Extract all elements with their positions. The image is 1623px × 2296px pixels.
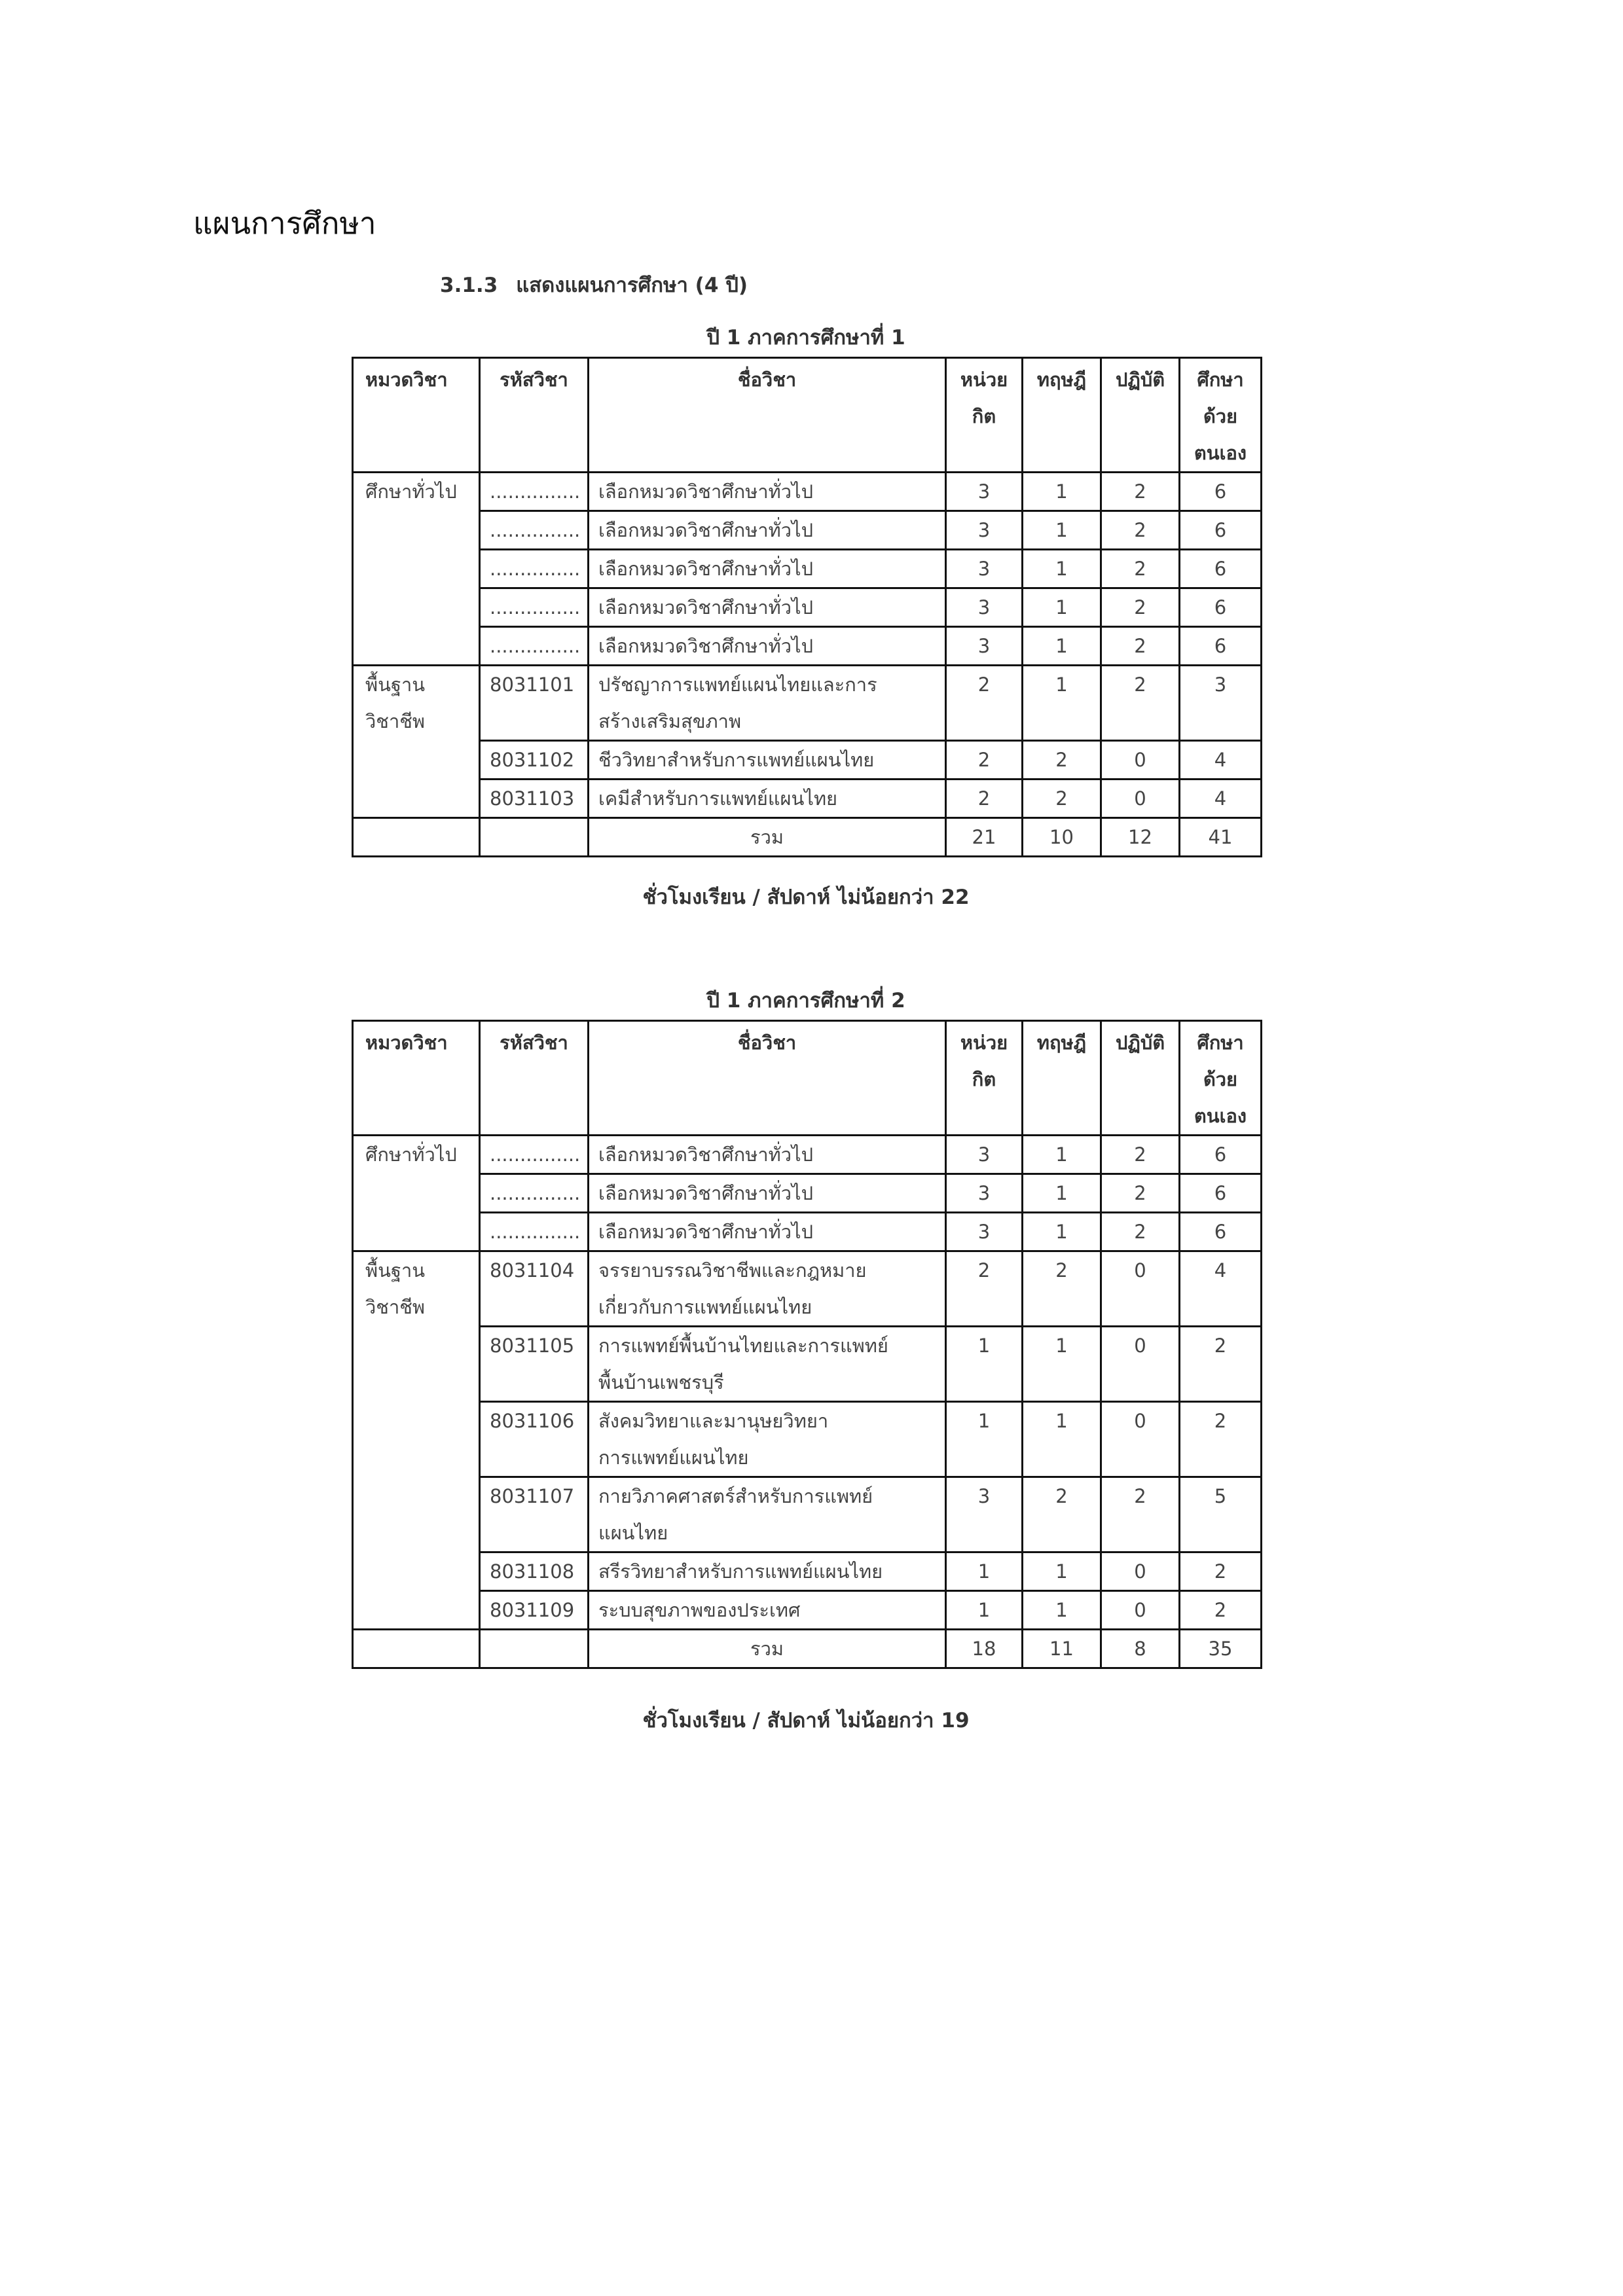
course-name-line: เลือกหมวดวิชาศึกษาทั่วไป bbox=[598, 1143, 814, 1166]
table-row bbox=[353, 1477, 1262, 1552]
course-code: ............... bbox=[480, 550, 589, 588]
hours-note: ชั่วโมงเรียน / สัปดาห์ ไม่น้อยกว่า 19 bbox=[642, 1709, 970, 1732]
course-name bbox=[589, 511, 946, 550]
semester-title: ปี 1 ภาคการศึกษาที่ 1 bbox=[706, 326, 905, 350]
header-practice: ปฏิบัติ bbox=[1101, 1021, 1180, 1136]
self-study-value: 3 bbox=[1180, 666, 1262, 741]
total-self-study: 35 bbox=[1180, 1630, 1262, 1668]
header-line: หน่วย bbox=[960, 1031, 1008, 1054]
total-label: รวม bbox=[589, 818, 946, 857]
course-name bbox=[589, 1552, 946, 1591]
practice-value: 2 bbox=[1101, 473, 1180, 511]
credits-value: 3 bbox=[946, 1174, 1023, 1213]
page-heading: แผนการศึกษา bbox=[193, 206, 376, 241]
course-code: ............... bbox=[480, 588, 589, 627]
header-theory: ทฤษฎี bbox=[1023, 1021, 1101, 1136]
practice-value: 2 bbox=[1101, 627, 1180, 666]
course-name-line: เคมีสำหรับการแพทย์แผนไทย bbox=[598, 787, 838, 810]
total-empty-cell bbox=[353, 818, 480, 857]
course-code: 8031109 bbox=[480, 1591, 589, 1630]
course-name bbox=[589, 666, 946, 741]
course-code: 8031105 bbox=[480, 1327, 589, 1402]
header-line: กิต bbox=[972, 405, 996, 427]
course-name-line: เลือกหมวดวิชาศึกษาทั่วไป bbox=[598, 635, 814, 657]
self-study-value: 6 bbox=[1180, 1174, 1262, 1213]
course-name bbox=[589, 780, 946, 818]
header-self-study bbox=[1180, 1021, 1262, 1136]
credits-value: 3 bbox=[946, 627, 1023, 666]
course-name-line: เลือกหมวดวิชาศึกษาทั่วไป bbox=[598, 519, 814, 541]
course-name-line: เลือกหมวดวิชาศึกษาทั่วไป bbox=[598, 1221, 814, 1243]
self-study-value: 6 bbox=[1180, 473, 1262, 511]
header-self-study bbox=[1180, 358, 1262, 473]
theory-value: 1 bbox=[1023, 1591, 1101, 1630]
table-row bbox=[353, 666, 1262, 741]
header-credits bbox=[946, 358, 1023, 473]
header-category: หมวดวิชา bbox=[353, 358, 480, 473]
course-code: ............... bbox=[480, 627, 589, 666]
course-name-line: สรีรวิทยาสำหรับการแพทย์แผนไทย bbox=[598, 1560, 883, 1583]
credits-value: 2 bbox=[946, 741, 1023, 780]
self-study-value: 2 bbox=[1180, 1327, 1262, 1402]
credits-value: 3 bbox=[946, 1213, 1023, 1251]
credits-value: 1 bbox=[946, 1327, 1023, 1402]
section-title bbox=[440, 268, 748, 301]
practice-value: 2 bbox=[1101, 588, 1180, 627]
self-study-value: 6 bbox=[1180, 550, 1262, 588]
total-theory: 10 bbox=[1023, 818, 1101, 857]
total-row bbox=[353, 818, 1262, 857]
total-label: รวม bbox=[589, 1630, 946, 1668]
header-line: ศึกษา bbox=[1197, 1031, 1244, 1054]
header-name: ชื่อวิชา bbox=[589, 1021, 946, 1136]
credits-value: 3 bbox=[946, 588, 1023, 627]
total-empty-cell bbox=[480, 818, 589, 857]
practice-value: 0 bbox=[1101, 1552, 1180, 1591]
theory-value: 1 bbox=[1023, 1174, 1101, 1213]
table-row bbox=[353, 1136, 1262, 1174]
credits-value: 2 bbox=[946, 1251, 1023, 1327]
course-name-line: พื้นบ้านเพชรบุรี bbox=[598, 1371, 724, 1393]
theory-value: 1 bbox=[1023, 666, 1101, 741]
course-name bbox=[589, 1213, 946, 1251]
course-name-line: การแพทย์พื้นบ้านไทยและการแพทย์ bbox=[598, 1335, 888, 1357]
course-code: 8031104 bbox=[480, 1251, 589, 1327]
credits-value: 3 bbox=[946, 1136, 1023, 1174]
course-name bbox=[589, 1136, 946, 1174]
course-code: 8031101 bbox=[480, 666, 589, 741]
practice-value: 0 bbox=[1101, 741, 1180, 780]
total-empty-cell bbox=[480, 1630, 589, 1668]
header-line: ด้วย bbox=[1203, 1068, 1238, 1090]
self-study-value: 6 bbox=[1180, 627, 1262, 666]
course-name-line: การแพทย์แผนไทย bbox=[598, 1446, 749, 1469]
course-name-line: แผนไทย bbox=[598, 1522, 668, 1544]
theory-value: 1 bbox=[1023, 588, 1101, 627]
course-code: ............... bbox=[480, 1213, 589, 1251]
header-line: กิต bbox=[972, 1068, 996, 1090]
total-practice: 8 bbox=[1101, 1630, 1180, 1668]
credits-value: 3 bbox=[946, 1477, 1023, 1552]
self-study-value: 4 bbox=[1180, 741, 1262, 780]
credits-value: 1 bbox=[946, 1591, 1023, 1630]
header-line: ตนเอง bbox=[1194, 442, 1247, 464]
credits-value: 2 bbox=[946, 666, 1023, 741]
course-name-line: เลือกหมวดวิชาศึกษาทั่วไป bbox=[598, 480, 814, 503]
course-name bbox=[589, 1591, 946, 1630]
course-name bbox=[589, 1402, 946, 1477]
course-code: ............... bbox=[480, 511, 589, 550]
course-code: 8031102 bbox=[480, 741, 589, 780]
self-study-value: 2 bbox=[1180, 1552, 1262, 1591]
header-category: หมวดวิชา bbox=[353, 1021, 480, 1136]
course-code: 8031106 bbox=[480, 1402, 589, 1477]
practice-value: 0 bbox=[1101, 1591, 1180, 1630]
total-credits: 21 bbox=[946, 818, 1023, 857]
course-code: 8031103 bbox=[480, 780, 589, 818]
self-study-value: 4 bbox=[1180, 780, 1262, 818]
header-line: ตนเอง bbox=[1194, 1105, 1247, 1127]
practice-value: 0 bbox=[1101, 780, 1180, 818]
theory-value: 1 bbox=[1023, 1402, 1101, 1477]
credits-value: 3 bbox=[946, 550, 1023, 588]
table-row bbox=[353, 741, 1262, 780]
table-row bbox=[353, 1327, 1262, 1402]
header-practice: ปฏิบัติ bbox=[1101, 358, 1180, 473]
self-study-value: 5 bbox=[1180, 1477, 1262, 1552]
course-name-line: เลือกหมวดวิชาศึกษาทั่วไป bbox=[598, 1182, 814, 1204]
course-name bbox=[589, 741, 946, 780]
credits-value: 1 bbox=[946, 1552, 1023, 1591]
course-code: ............... bbox=[480, 1136, 589, 1174]
header-name: ชื่อวิชา bbox=[589, 358, 946, 473]
credits-value: 2 bbox=[946, 780, 1023, 818]
header-theory: ทฤษฎี bbox=[1023, 358, 1101, 473]
theory-value: 1 bbox=[1023, 473, 1101, 511]
table-row bbox=[353, 1213, 1262, 1251]
total-empty-cell bbox=[353, 1630, 480, 1668]
study-plan-table bbox=[352, 1020, 1262, 1669]
theory-value: 1 bbox=[1023, 1213, 1101, 1251]
course-name-line: เลือกหมวดวิชาศึกษาทั่วไป bbox=[598, 596, 814, 619]
practice-value: 0 bbox=[1101, 1251, 1180, 1327]
practice-value: 2 bbox=[1101, 550, 1180, 588]
practice-value: 2 bbox=[1101, 666, 1180, 741]
course-code: ............... bbox=[480, 473, 589, 511]
theory-value: 1 bbox=[1023, 1136, 1101, 1174]
category-line: พื้นฐาน bbox=[365, 673, 426, 696]
category-line: ศึกษาทั่วไป bbox=[365, 480, 457, 503]
practice-value: 0 bbox=[1101, 1402, 1180, 1477]
theory-value: 2 bbox=[1023, 780, 1101, 818]
self-study-value: 2 bbox=[1180, 1591, 1262, 1630]
course-code: 8031108 bbox=[480, 1552, 589, 1591]
course-name bbox=[589, 473, 946, 511]
course-name-line: กายวิภาคศาสตร์สำหรับการแพทย์ bbox=[598, 1485, 873, 1507]
category-cell bbox=[353, 473, 480, 666]
course-name bbox=[589, 1251, 946, 1327]
header-row bbox=[353, 1021, 1262, 1136]
table-row bbox=[353, 1251, 1262, 1327]
course-code: ............... bbox=[480, 1174, 589, 1213]
course-name bbox=[589, 1327, 946, 1402]
course-name-line: สังคมวิทยาและมานุษยวิทยา bbox=[598, 1410, 829, 1432]
category-cell bbox=[353, 1136, 480, 1251]
total-credits: 18 bbox=[946, 1630, 1023, 1668]
header-line: หน่วย bbox=[960, 368, 1008, 391]
self-study-value: 2 bbox=[1180, 1402, 1262, 1477]
self-study-value: 4 bbox=[1180, 1251, 1262, 1327]
total-self-study: 41 bbox=[1180, 818, 1262, 857]
category-line: วิชาชีพ bbox=[365, 710, 426, 732]
header-line: ศึกษา bbox=[1197, 368, 1244, 391]
credits-value: 3 bbox=[946, 511, 1023, 550]
course-name-line: เกี่ยวกับการแพทย์แผนไทย bbox=[598, 1296, 812, 1318]
course-name-line: สร้างเสริมสุขภาพ bbox=[598, 710, 742, 732]
table-row bbox=[353, 780, 1262, 818]
course-code: 8031107 bbox=[480, 1477, 589, 1552]
total-practice: 12 bbox=[1101, 818, 1180, 857]
course-name bbox=[589, 627, 946, 666]
section-title-text: แสดงแผนการศึกษา (4 ปี) bbox=[516, 274, 748, 297]
header-code: รหัสวิชา bbox=[480, 1021, 589, 1136]
header-code: รหัสวิชา bbox=[480, 358, 589, 473]
course-name-line: ปรัชญาการแพทย์แผนไทยและการ bbox=[598, 673, 877, 696]
header-line: ด้วย bbox=[1203, 405, 1238, 427]
theory-value: 2 bbox=[1023, 1251, 1101, 1327]
table-row bbox=[353, 511, 1262, 550]
table-row bbox=[353, 1402, 1262, 1477]
course-name-line: เลือกหมวดวิชาศึกษาทั่วไป bbox=[598, 558, 814, 580]
self-study-value: 6 bbox=[1180, 588, 1262, 627]
theory-value: 1 bbox=[1023, 627, 1101, 666]
theory-value: 1 bbox=[1023, 1552, 1101, 1591]
self-study-value: 6 bbox=[1180, 511, 1262, 550]
table-row bbox=[353, 1591, 1262, 1630]
practice-value: 2 bbox=[1101, 1136, 1180, 1174]
table-row bbox=[353, 473, 1262, 511]
category-line: ศึกษาทั่วไป bbox=[365, 1143, 457, 1166]
section-number: 3.1.3 bbox=[440, 274, 498, 297]
practice-value: 0 bbox=[1101, 1327, 1180, 1402]
total-theory: 11 bbox=[1023, 1630, 1101, 1668]
self-study-value: 6 bbox=[1180, 1136, 1262, 1174]
theory-value: 1 bbox=[1023, 1327, 1101, 1402]
category-cell bbox=[353, 666, 480, 818]
credits-value: 3 bbox=[946, 473, 1023, 511]
practice-value: 2 bbox=[1101, 1213, 1180, 1251]
theory-value: 2 bbox=[1023, 741, 1101, 780]
study-plan-table bbox=[352, 357, 1262, 857]
course-name-line: ระบบสุขภาพของประเทศ bbox=[598, 1599, 801, 1621]
course-name-line: ชีววิทยาสำหรับการแพทย์แผนไทย bbox=[598, 749, 875, 771]
header-row bbox=[353, 358, 1262, 473]
hours-note: ชั่วโมงเรียน / สัปดาห์ ไม่น้อยกว่า 22 bbox=[642, 886, 970, 909]
category-line: วิชาชีพ bbox=[365, 1296, 426, 1318]
total-row bbox=[353, 1630, 1262, 1668]
practice-value: 2 bbox=[1101, 1477, 1180, 1552]
table-row bbox=[353, 627, 1262, 666]
practice-value: 2 bbox=[1101, 1174, 1180, 1213]
table-row bbox=[353, 588, 1262, 627]
table-row bbox=[353, 1552, 1262, 1591]
practice-value: 2 bbox=[1101, 511, 1180, 550]
theory-value: 1 bbox=[1023, 550, 1101, 588]
course-name bbox=[589, 1477, 946, 1552]
self-study-value: 6 bbox=[1180, 1213, 1262, 1251]
header-credits bbox=[946, 1021, 1023, 1136]
course-name bbox=[589, 550, 946, 588]
course-name bbox=[589, 588, 946, 627]
course-name bbox=[589, 1174, 946, 1213]
table-row bbox=[353, 550, 1262, 588]
category-line: พื้นฐาน bbox=[365, 1259, 426, 1282]
credits-value: 1 bbox=[946, 1402, 1023, 1477]
course-name-line: จรรยาบรรณวิชาชีพและกฎหมาย bbox=[598, 1259, 867, 1282]
theory-value: 1 bbox=[1023, 511, 1101, 550]
theory-value: 2 bbox=[1023, 1477, 1101, 1552]
table-row bbox=[353, 1174, 1262, 1213]
category-cell bbox=[353, 1251, 480, 1630]
semester-title: ปี 1 ภาคการศึกษาที่ 2 bbox=[706, 989, 905, 1013]
